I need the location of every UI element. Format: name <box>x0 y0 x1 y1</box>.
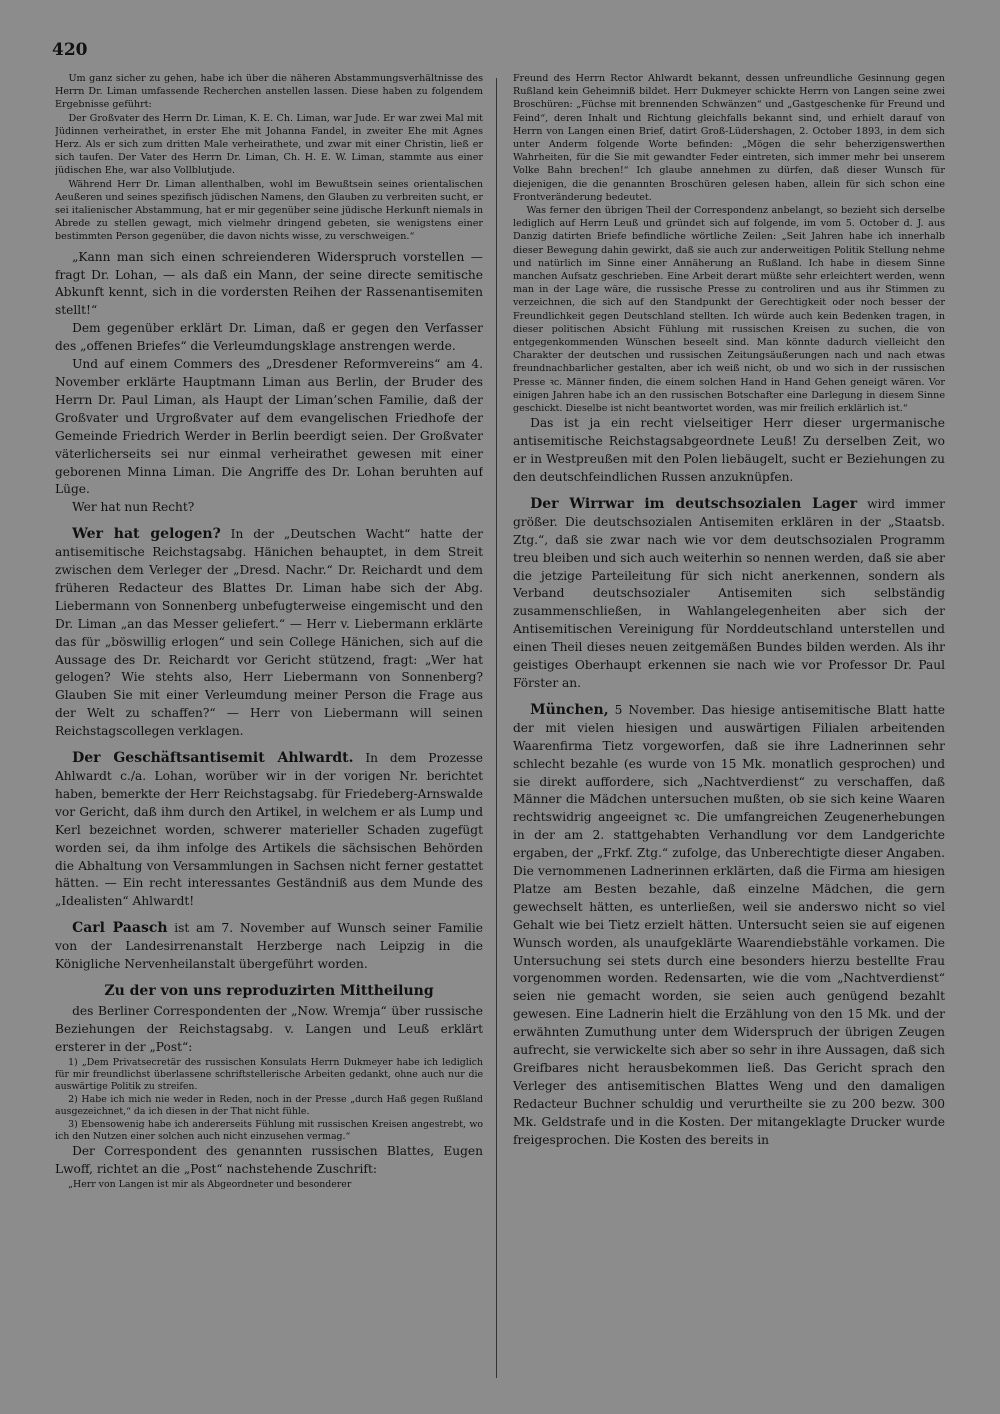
article-wer-hat-gelogen <box>55 526 483 741</box>
paragraph: Um ganz sicher zu gehen, habe ich über die näheren Abstammungsverhältnisse des Herrn Dr. Liman umfassende Recherchen anstellen lassen. Diese haben zu folgendem Ergebnisse geführt: <box>55 73 483 111</box>
column-divider <box>496 78 497 1378</box>
quote: 1) „Dem Privatsecretär des russischen Konsulats Herrn Dukmeyer habe ich lediglich für mir freundlichst überlassene schriftstellerische Arbeiten gedankt, ohne auch nur die auswärtige Politik zu streifen. <box>55 1056 483 1093</box>
article-wirrwar <box>513 496 945 693</box>
article-ahlwardt <box>55 750 483 911</box>
paragraph: Der Großvater des Herrn Dr. Liman, K. E. Ch. Liman, war Jude. Er war zwei Mal mit Jüdinnen verheirathet, in erster Ehe mit Johanna Fandel, in zweiter Ehe mit Agnes Herz. Als er sich zum dritten Male verheirathete, und zwar mit einer Christin, ließ er sich taufen. Der Vater des Herrn Dr. Liman, Ch. H. E. W. Liman, stammte aus einer jüdischen Ehe, war also Vollblutjude. <box>55 112 483 177</box>
article-heading: Wer hat gelogen? <box>72 526 221 543</box>
paragraph: Und auf einem Commers des „Dresdener Reformvereins“ am 4. November erklärte Hauptmann Liman aus Berlin, der Bruder des Herrn Dr. Paul Liman, als Haupt der Liman’schen Familie, daß der Großvater und Urgroßvater auf dem evangelischen Friedhofe der Gemeinde Friedrich Werder in Berlin beerdigt seien. Der Großvater väterlicherseits sei nur einmal verheirathet gewesen mit einer geborenen Minna Liman. Die Angriffe des Dr. Lohan beruhten auf Lüge. <box>55 357 483 497</box>
article-muenchen <box>513 702 945 1150</box>
paragraph: Was ferner den übrigen Theil der Correspondenz anbelangt, so bezieht sich derselbe lediglich auf Herrn Leuß und gründet sich auf folgende, im vom 5. October d. J. aus Danzig datirten Briefe befindliche wörtliche Zeilen: „Seit Jahren habe ich innerhalb dieser Bewegung dahin gewirkt, daß sie auch zur anderweitigen Politik Stellung nehme und natürlich im Sinne einer Annäherung an Rußland. Ich habe in diesem Sinne manchen Aufsatz geschrieben. Eine Arbeit derart müßte sehr erleichtert werden, wenn man in der Lage wäre, die russische Presse zu controliren und aus ihr Stimmen zu verzeichnen, die sich auf den Standpunkt der Gerechtigkeit oder noch besser der Freundlichkeit gegen Deutschland stellten. Ich würde auch kein Bedenken tragen, in dieser politischen Absicht Fühlung mit russischen Kreisen zu suchen, die von entgegenkommenden Wünschen beseelt sind. Man könnte dadurch vielleicht den Charakter der deutschen und russischen Zeitungsäußerungen nach und nach etwas freundnachbarlicher gestalten, aber ich weiß nicht, ob und wo sich in der russischen Presse ꝛc. Männer finden, die einem solchen Hand in Hand Gehen geneigt wären. Vor einigen Jahren habe ich an den russischen Botschafter eine Darlegung in diesem Sinne geschickt. Dieselbe ist nicht beantwortet worden, was mir freilich erklärlich ist.“ <box>513 205 945 415</box>
quote: „Herr von Langen ist mir als Abgeordneter und besonderer <box>68 1179 352 1191</box>
paragraph: des Berliner Correspondenten der „Now. Wremja“ über russische Beziehungen der Reichstagsabg. v. Langen und Leuß erklärt ersterer in der „Post“: <box>55 1003 483 1054</box>
left-column <box>55 72 483 1384</box>
paragraph: Das ist ja ein recht vielseitiger Herr dieser urgermanische antisemitische Reichstagsabgeordnete Leuß! Zu derselben Zeit, wo er in Westpreußen mit den Polen liebäugelt, sucht er Beziehungen zu den deutschfeindlichen Russen anzuknüpfen. <box>513 416 945 484</box>
paragraph: Der Correspondent des genannten russischen Blattes, Eugen Lwoff, richtet an die „Post“ nachstehende Zuschrift: <box>55 1144 483 1177</box>
page-number: 420 <box>52 40 88 60</box>
article-heading: Der Wirrwar im deutschsozialen Lager <box>530 495 858 512</box>
paragraph: Wer hat nun Recht? <box>72 500 195 515</box>
paragraph: Während Herr Dr. Liman allenthalben, wohl im Bewußtsein seines orientalischen Aeußeren und seines spezifisch jüdischen Namens, den Glauben zu verbreiten sucht, er sei italienischer Abstammung, hat er mir gegenüber seine jüdische Herkunft niemals in Abrede zu stellen gewagt, mich vielmehr dringend gebeten, sie wenigstens einer bestimmten Person gegenüber, die davon nichts wisse, zu verschweigen.“ <box>55 178 483 243</box>
article-body: In dem Prozesse Ahlwardt c./a. Lohan, worüber wir in der vorigen Nr. berichtet haben, bemerkte der Herr Reichstagsabg. für Friedeberg-Arnswalde vor Gericht, daß ihm durch den Artikel, in welchem er als Lump und Kerl bezeichnet worden, schwerer materieller Schaden zugefügt worden sei, da ihm infolge des Artikels die sächsischen Behörden die Abhaltung von Versammlungen in Sachsen nicht ferner gestattet hätten. — Ein recht interessantes Geständniß aus dem Munde des „Idealisten“ Ahlwardt! <box>55 751 483 909</box>
article-heading: Zu der von uns reproduzirten Mittheilung <box>104 982 434 999</box>
quote: 3) Ebensowenig habe ich andererseits Fühlung mit russischen Kreisen angestrebt, wo ich den Nutzen einer solchen auch nicht einzusehen vermag.“ <box>55 1118 483 1143</box>
article-paasch <box>55 920 483 974</box>
article-body: 5 November. Das hiesige antisemitische Blatt hatte der mit vielen hiesigen und auswärtigen Filialen arbeitenden Waarenfirma Tietz vorgeworfen, daß sie ihre Ladnerinnen sehr schlecht bezahle (es wurde von 15 Mk. monatlich gesprochen) und sie direkt auffordere, sich „Nachtverdienst“ zu verschaffen, daß Männer die Mädchen untersuchen mußten, ob sie sich keine Waaren rechtswidrig angeeignet ꝛc. Die umfangreichen Zeugenerhebungen in der am 2. stattgehabten Verhandlung vor dem Landgerichte ergaben, der „Frkf. Ztg.“ zufolge, das Unberechtigte dieser Angaben. Die vernommenen Ladnerinnen erklärten, daß die Firma am hiesigen Platze am Besten bezahle, daß einzelne Mädchen, die gern gewechselt hätten, es unterließen, weil sie anderswo nicht so viel Gehalt wie bei Tietz erzielt hätten. Untersucht seien sie auf eigenen Wunsch worden, als unaufgeklärte Waarendiebstähle vorkamen. Die Untersuchung sei stets durch eine besonders hierzu bestellte Frau vorgenommen worden. Redensarten, wie die vom „Nachtverdienst“ seien nie gemacht worden, sie seien auch genügend bezahlt gewesen. Eine Ladnerin hielt die Erzählung von den 15 Mk. und der erwähnten Zumuthung unter dem Widerspruch der übrigen Zeugen aufrecht, sie verwickelte sich aber so sehr in ihre Aussagen, daß sich Greifbares nicht herausbekommen ließ. Das Gericht sprach den Verleger des antisemitischen Blattes Weng und den damaligen Redacteur Buchner schuldig und verurtheilte sie zu 200 bezw. 300 Mk. Geldstrafe und in die Kosten. Der mitangeklagte Drucker wurde freigesprochen. Die Kosten des bereits in <box>513 702 945 1147</box>
article-heading: München, <box>530 701 609 718</box>
right-column <box>513 72 945 1384</box>
paragraph: Freund des Herrn Rector Ahlwardt bekannt, dessen unfreundliche Gesinnung gegen Rußland kein Geheimniß bildet. Herr Dukmeyer schickte Herrn von Langen seine zwei Broschüren: „Füchse mit brennenden Schwänzen“ und „Gastgeschenke für Freund und Feind“, deren Inhalt und Richtung gleichfalls bekannt sind, und erhielt darauf von Herrn von Langen einen Brief, datirt Groß-Lüdershagen, 2. October 1893, in dem sich unter Anderm folgende Worte befinden: „Mögen die sehr beherzigenswerthen Wahrheiten, für die Sie mit gewandter Feder eintreten, sich immer mehr bei unserem Volke Bahn brechen!“ Ich glaube annehmen zu dürfen, daß dieser Wunsch für diejenigen, die die genannten Broschüren gelesen haben, allein für sich schon eine Frontveränderung bedeutet. <box>513 73 945 203</box>
article-heading: Carl Paasch <box>72 920 168 937</box>
article-body: wird immer größer. Die deutschsozialen Antisemiten erklären in der „Staatsb. Ztg.“, daß sie zwar nach wie vor dem deutschsozialen Programm treu bleiben und sich auch weiterhin so nennen werden, daß sie aber die jetzige Parteileitung für sich nicht anerkennen, sondern als Verband deutschsozialer Antisemiten sich selbständig zusammenschließen, in Wahlangelegenheiten aber sich der Antisemitischen Vereinigung für Norddeutschland unterstellen und einen Theil dieses neuen zeitgemäßen Bundes bilden werden. Als ihr geistiges Oberhaupt erkennen sie nach wie vor Professor Dr. Paul Förster an. <box>513 496 945 690</box>
quote: 2) Habe ich mich nie weder in Reden, noch in der Presse „durch Haß gegen Rußland ausgezeichnet,“ da ich diesen in der That nicht fühle. <box>55 1093 483 1118</box>
paragraph: „Kann man sich einen schreienderen Widerspruch vorstellen — fragt Dr. Lohan, — als daß ein Mann, der seine directe semitische Abkunft kennt, sich in die vordersten Reihen der Rassenantisemiten stellt!“ <box>55 249 483 318</box>
article-body: In der „Deutschen Wacht“ hatte der antisemitische Reichstagsabg. Hänichen behauptet, in dem Streit zwischen dem Verleger der „Dresd. Nachr.“ Dr. Reichardt und dem früheren Redacteur des Blattes Dr. Liman habe sich der Abg. Liebermann von Sonnenberg unbefugterweise eingemischt und den Dr. Liman „an das Messer geliefert.“ — Herr v. Liebermann erklärte das für „böswillig erlogen“ und sein College Hänichen, sich auf die Aussage des Dr. Reichardt vor Gericht stützend, fragt: „Wer hat gelogen? Wie stehts also, Herr Liebermann von Sonnenberg? Glauben Sie mit einer Verleumdung meiner Person die Frage aus der Welt zu schaffen?“ — Herr von Liebermann will seinen Reichstagscollegen verklagen. <box>55 527 483 739</box>
article-body: ist am 7. November auf Wunsch seiner Familie von der Landesirrenanstalt Herzberge nach Leipzig in die Königliche Nervenheilanstalt übergeführt worden. <box>55 921 483 972</box>
paragraph: Dem gegenüber erklärt Dr. Liman, daß er gegen den Verfasser des „offenen Briefes“ die Verleumdungsklage anstrengen werde. <box>55 321 483 354</box>
article-heading: Der Geschäftsantisemit Ahlwardt. <box>72 750 354 767</box>
